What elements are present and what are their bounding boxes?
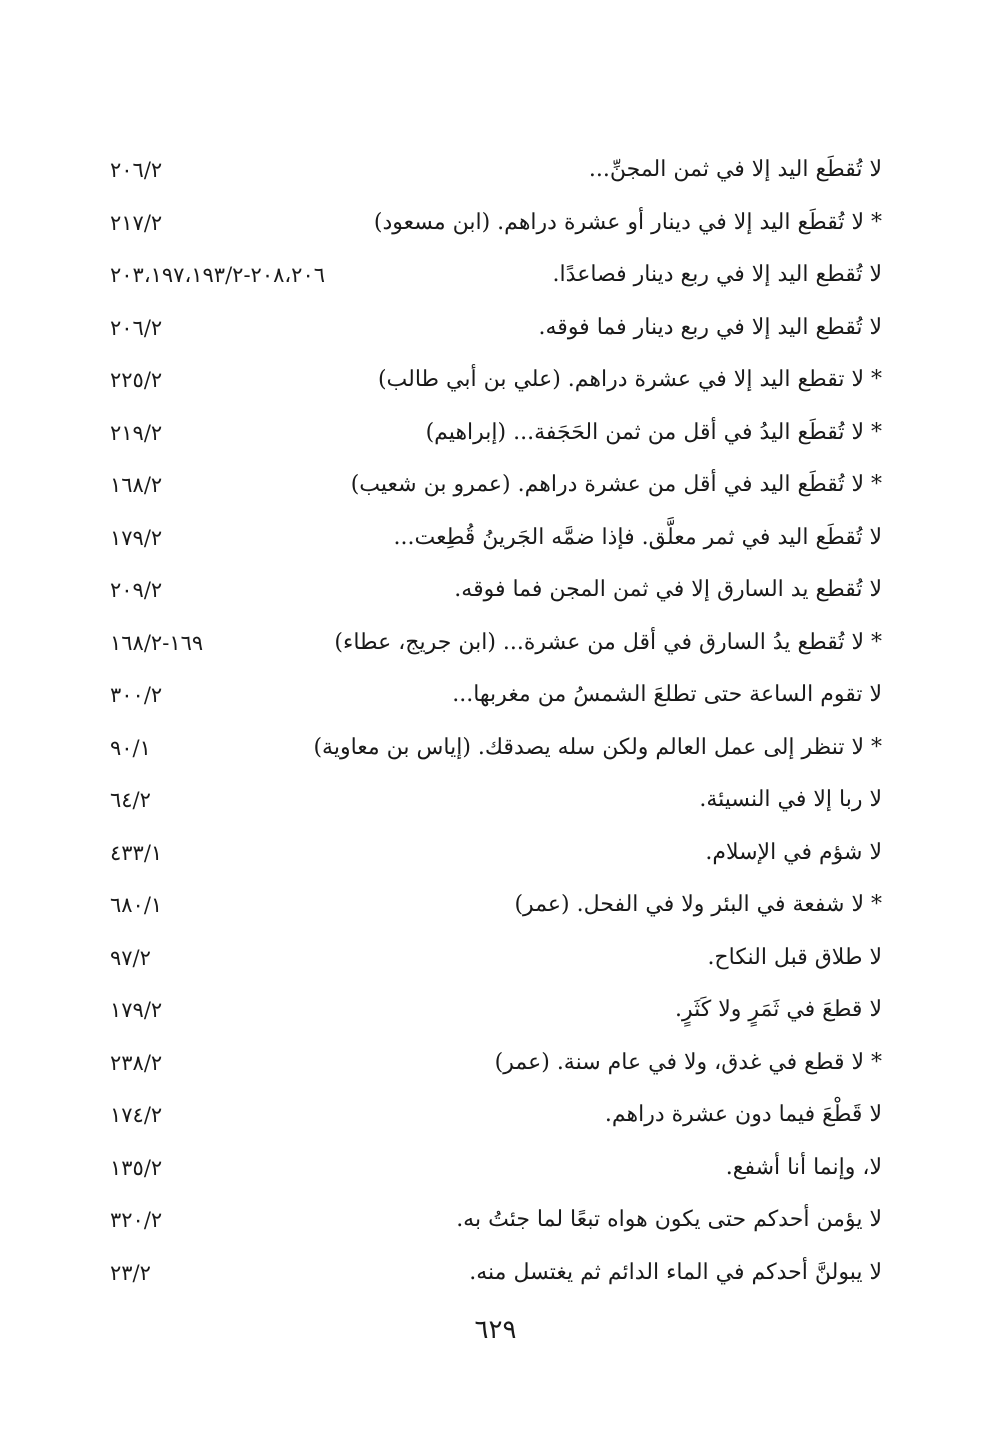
entry-reference: ٦٤/٢	[110, 788, 151, 812]
index-entry	[110, 356, 882, 409]
entry-reference: ١٦٨/٢	[110, 473, 163, 497]
entry-text: لا شؤم في الإسلام.	[705, 839, 882, 865]
entry-reference: ١٣٥/٢	[110, 1155, 163, 1180]
entry-text: * لا تقطع اليد إلا في عشرة دراهم. (علي بن أبي طالب)	[377, 367, 882, 392]
entry-text: * لا تُقطَع اليد في أقل من عشرة دراهم. (عمرو بن شعيب)	[350, 472, 882, 497]
index-entry	[110, 514, 882, 567]
index-entry	[110, 829, 882, 882]
entry-reference: ١٦٩-١٦٨/٢	[110, 630, 204, 655]
entry-reference: ٢٢٥/٢	[110, 368, 163, 392]
index-entry	[110, 409, 882, 462]
entry-text: لا تقوم الساعة حتى تطلعَ الشمسُ من مغربها...	[452, 682, 882, 707]
entry-reference: ٩٠/١	[110, 735, 151, 760]
index-entry	[110, 986, 882, 1039]
entry-text: لا تُقطَع اليد في ثمر معلَّق. فإذا ضمَّه الجَرينُ قُطِعت...	[393, 524, 882, 550]
index-entry	[110, 1196, 882, 1249]
entry-reference: ٣٢٠/٢	[110, 1208, 163, 1232]
entry-reference: ٢١٧/٢	[110, 210, 163, 235]
entry-text: لا، وإنما أنا أشفع.	[725, 1154, 882, 1180]
entry-reference: ٢٠٦/٢	[110, 158, 163, 182]
index-entry	[110, 934, 882, 987]
entry-text: لا طلاق قبل النكاح.	[707, 944, 882, 970]
index-entry	[110, 566, 882, 619]
entry-reference: ٢٣/٢	[110, 1260, 151, 1285]
entry-reference: ٢٠٦/٢	[110, 315, 163, 340]
entry-reference: ٣٠٠/٢	[110, 683, 163, 707]
index-entry	[110, 1144, 882, 1197]
entry-reference: ٢٣٨/٢	[110, 1050, 163, 1075]
entry-reference: ١٧٩/٢	[110, 998, 163, 1022]
entry-text: لا قَطْعَ فيما دون عشرة دراهم.	[604, 1102, 882, 1127]
index-entry	[110, 304, 882, 357]
index-entry	[110, 146, 882, 199]
hadith-index-list	[110, 146, 882, 1301]
entry-text: لا تُقطع اليد إلا في ربع دينار فما فوقه.	[538, 314, 882, 340]
index-entry	[110, 1091, 882, 1144]
entry-reference: ١٧٤/٢	[110, 1103, 163, 1127]
entry-reference: ٩٧/٢	[110, 945, 151, 970]
entry-reference: ٢٠٩/٢	[110, 578, 163, 602]
entry-reference: ٤٣٣/١	[110, 840, 163, 865]
index-entry	[110, 724, 882, 777]
entry-reference: ٢١٩/٢	[110, 420, 163, 445]
entry-text: لا ربا إلا في النسيئة.	[699, 787, 882, 812]
entry-text: * لا تُقطَع اليد إلا في دينار أو عشرة دراهم. (ابن مسعود)	[373, 209, 882, 235]
entry-text: لا تُقطع يد السارق إلا في ثمن المجن فما فوقه.	[454, 577, 882, 602]
index-entry	[110, 671, 882, 724]
index-entry	[110, 199, 882, 252]
entry-text: لا قطعَ في ثَمَرٍ ولا كَثَرٍ.	[674, 997, 882, 1022]
entry-text: * لا شفعة في البئر ولا في الفحل. (عمر)	[514, 892, 882, 917]
entry-text: لا تُقطع اليد إلا في ربع دينار فصاعدًا.	[552, 262, 882, 287]
entry-text: * لا تُقطَع اليدُ في أقل من ثمن الحَجَفة... (إبراهيم)	[425, 419, 882, 445]
entry-text: لا يبولنَّ أحدكم في الماء الدائم ثم يغتسل منه.	[469, 1259, 882, 1285]
entry-text: * لا قطع في غدق، ولا في عام سنة. (عمر)	[494, 1049, 882, 1075]
entry-text: لا تُقطَع اليد إلا في ثمن المجنِّ...	[588, 157, 882, 182]
index-entry	[110, 619, 882, 672]
entry-text: * لا تُقطع يدُ السارق في أقل من عشرة... (ابن جريج، عطاء)	[334, 629, 882, 655]
index-entry	[110, 1249, 882, 1302]
entry-text: * لا تنظر إلى عمل العالم ولكن سله يصدقك. (إياس بن معاوية)	[313, 734, 882, 760]
index-entry	[110, 776, 882, 829]
entry-reference: ٢٠٨،٢٠٦-٢٠٣،١٩٧،١٩٣/٢	[110, 263, 326, 287]
index-entry	[110, 251, 882, 304]
entry-reference: ٦٨٠/١	[110, 893, 163, 917]
index-entry	[110, 881, 882, 934]
page-number: ٦٢٩	[474, 1315, 517, 1345]
index-entry	[110, 1039, 882, 1092]
entry-text: لا يؤمن أحدكم حتى يكون هواه تبعًا لما جئتُ به.	[456, 1207, 882, 1232]
entry-reference: ١٧٩/٢	[110, 525, 163, 550]
index-entry	[110, 461, 882, 514]
